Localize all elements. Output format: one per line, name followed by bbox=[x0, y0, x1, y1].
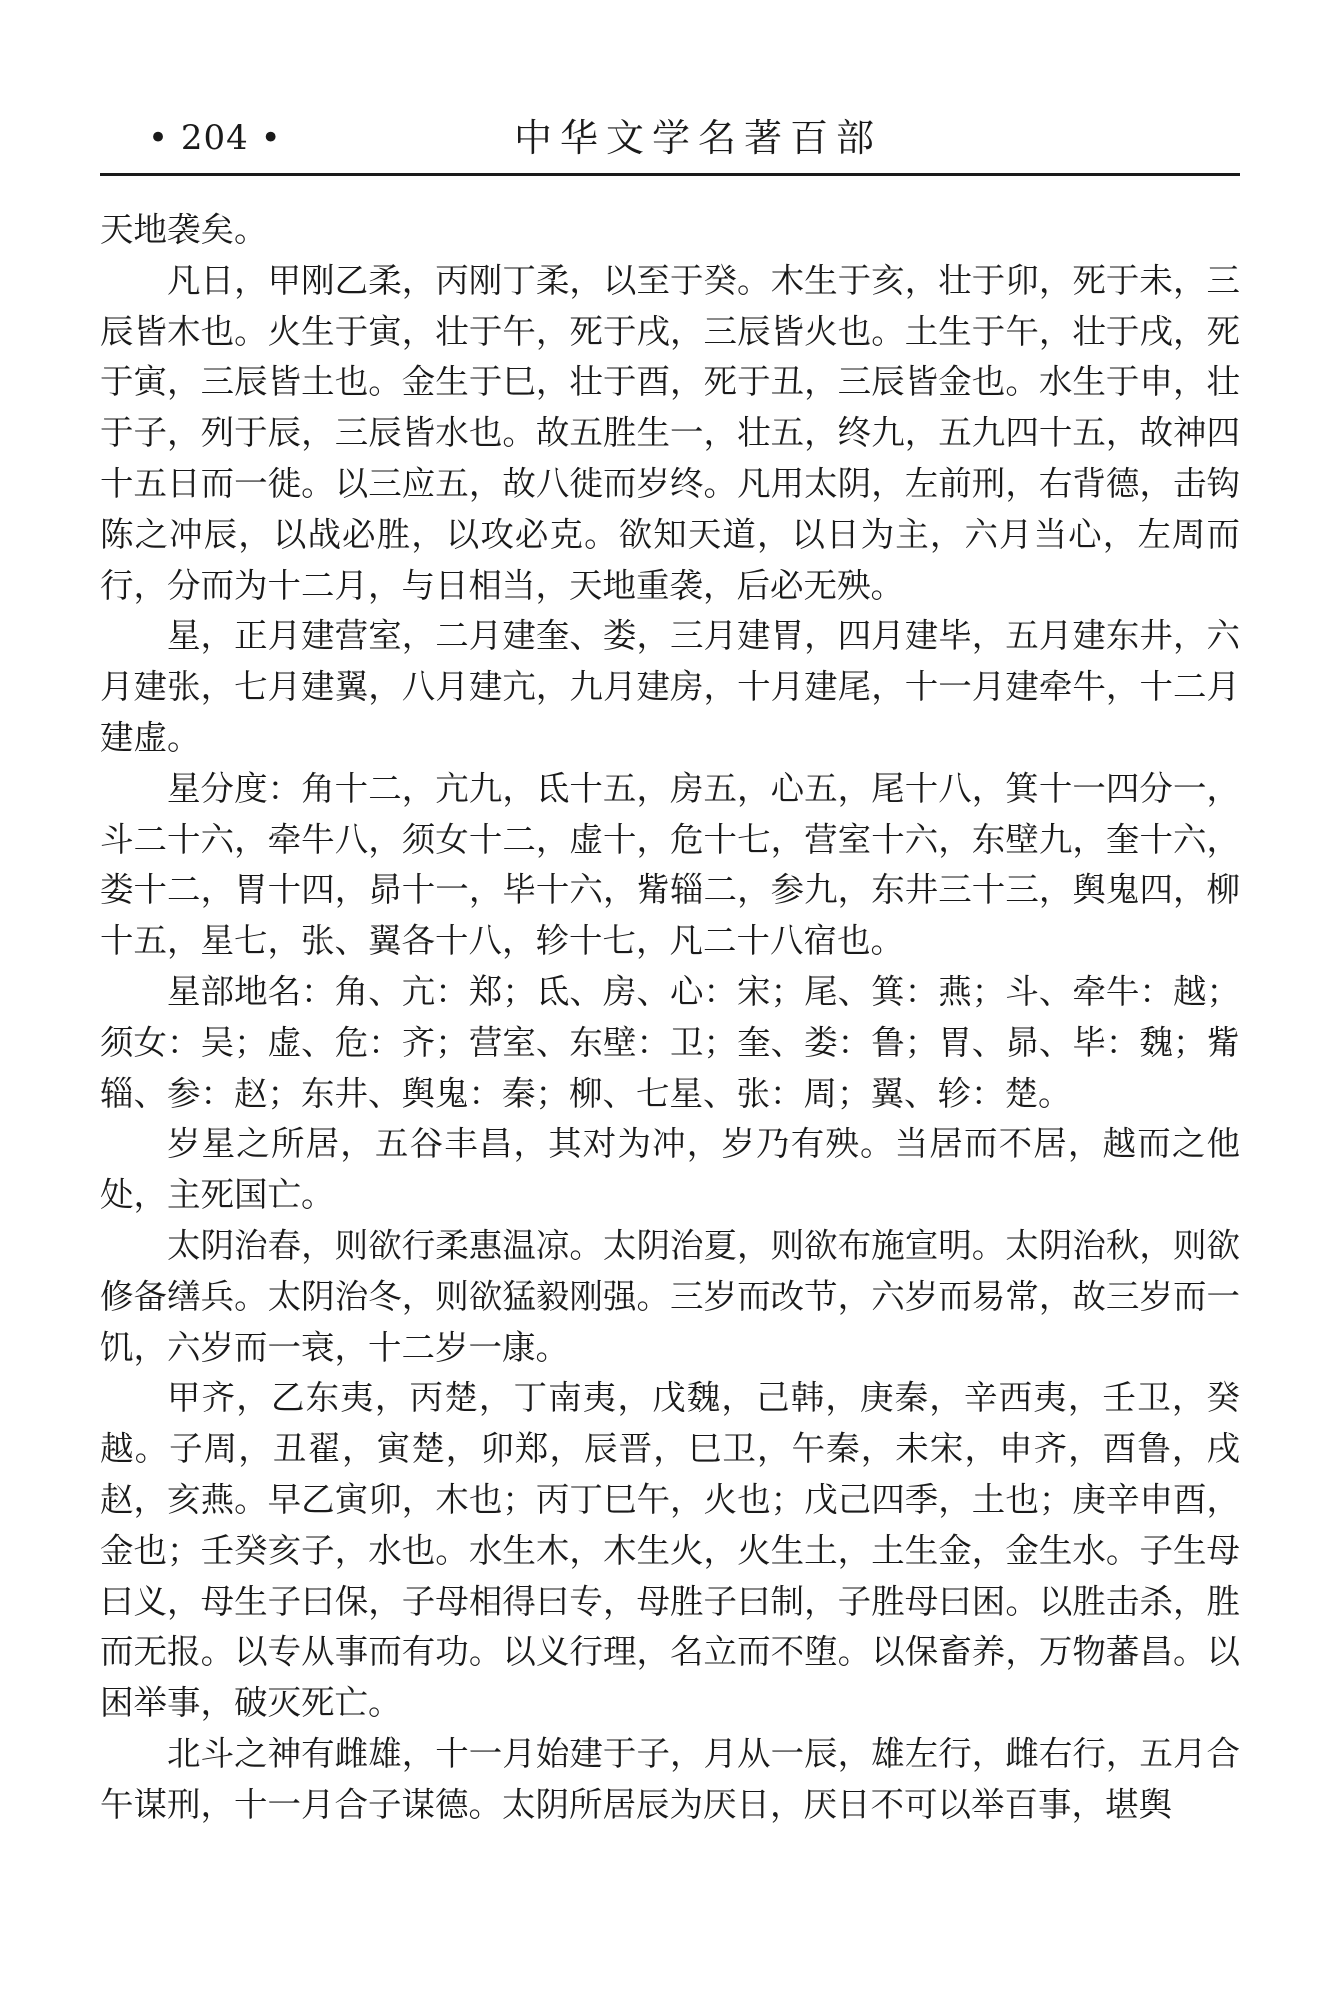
page-number: • 204 • bbox=[148, 118, 282, 158]
running-header bbox=[100, 112, 1240, 164]
body-text bbox=[100, 205, 1240, 1831]
paragraph: 星分度：角十二，亢九，氐十五，房五，心五，尾十八，箕十一四分一，斗二十六，牵牛八，须女十二，虚十，危十七，营室十六，东壁九，奎十六，娄十二，胃十四，昴十一，毕十六，觜辎二，参九，东井三十三，舆鬼四，柳十五，星七，张、翼各十八，轸十七，凡二十八宿也。 bbox=[100, 768, 1240, 961]
paragraph: 岁星之所居，五谷丰昌，其对为冲，岁乃有殃。当居而不居，越而之他处，主死国亡。 bbox=[100, 1124, 1240, 1215]
paragraph: 甲齐，乙东夷，丙楚，丁南夷，戊魏，己韩，庚秦，辛西夷，壬卫，癸越。子周，丑翟，寅楚，卯郑，辰晋，巳卫，午秦，未宋，申齐，酉鲁，戌赵，亥燕。早乙寅卯，木也；丙丁巳午，火也；戊己四季，土也；庚辛申酉，金也；壬癸亥子，水也。水生木，木生火，火生土，土生金，金生水。子生母曰义，母生子曰保，子母相得曰专，母胜子曰制，子胜母曰困。以胜击杀，胜而无报。以专从事而有功。以义行理，名立而不堕。以保畜养，万物蕃昌。以困举事，破灭死亡。 bbox=[100, 1378, 1240, 1723]
header-rule bbox=[100, 173, 1240, 176]
book-title: 中华文学名著百部 bbox=[514, 116, 883, 160]
paragraph: 天地袭矣。 bbox=[100, 210, 268, 249]
paragraph: 星部地名：角、亢：郑；氐、房、心：宋；尾、箕：燕；斗、牵牛：越；须女：吴；虚、危：齐；营室、东壁：卫；奎、娄：鲁；胃、昴、毕：魏；觜辎、参：赵；东井、舆鬼：秦；柳、七星、张：周；翼、轸：楚。 bbox=[100, 971, 1240, 1113]
paragraph: 北斗之神有雌雄，十一月始建于子，月从一辰，雄左行，雌右行，五月合午谋刑，十一月合子谋德。太阴所居辰为厌日，厌日不可以举百事，堪舆 bbox=[100, 1733, 1240, 1824]
paragraph: 凡日，甲刚乙柔，丙刚丁柔，以至于癸。木生于亥，壮于卯，死于未，三辰皆木也。火生于寅，壮于午，死于戌，三辰皆火也。土生于午，壮于戌，死于寅，三辰皆土也。金生于巳，壮于酉，死于丑，三辰皆金也。水生于申，壮于子，列于辰，三辰皆水也。故五胜生一，壮五，终九，五九四十五，故神四十五日而一徙。以三应五，故八徙而岁终。凡用太阴，左前刑，右背德，击钩陈之冲辰，以战必胜，以攻必克。欲知天道，以日为主，六月当心，左周而行，分而为十二月，与日相当，天地重袭，后必无殃。 bbox=[100, 260, 1240, 605]
paragraph: 星，正月建营室，二月建奎、娄，三月建胃，四月建毕，五月建东井，六月建张，七月建翼，八月建亢，九月建房，十月建尾，十一月建牵牛，十二月建虚。 bbox=[100, 616, 1240, 757]
paragraph: 太阴治春，则欲行柔惠温凉。太阴治夏，则欲布施宣明。太阴治秋，则欲修备缮兵。太阴治冬，则欲猛毅刚强。三岁而改节，六岁而易常，故三岁而一饥，六岁而一衰，十二岁一康。 bbox=[100, 1225, 1240, 1367]
